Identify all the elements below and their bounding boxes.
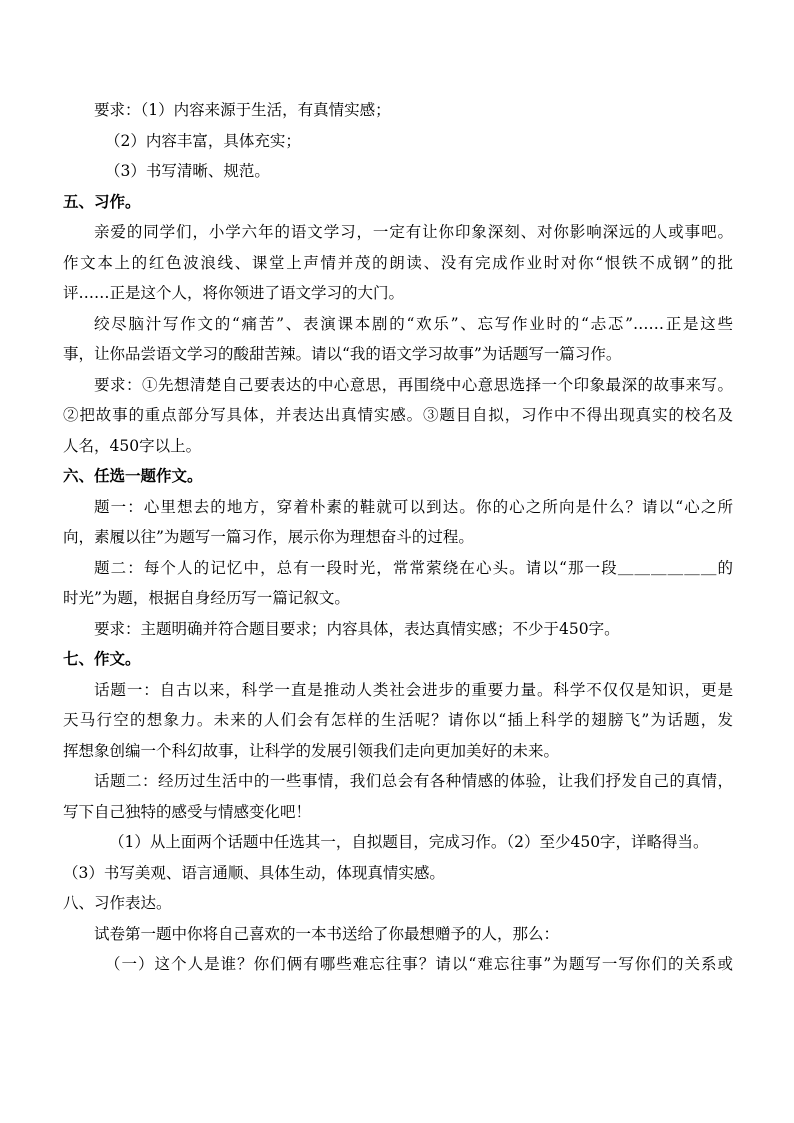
- paragraph-line: 绞尽脑汁写作文的“痛苦”、表演课本剧的“欢乐”、忘写作业时的“忐忑”……正是这些: [94, 314, 733, 333]
- paragraph-line: 试卷第一题中你将自己喜欢的一本书送给了你最想赠予的人，那么：: [94, 924, 560, 943]
- topic-line: 话题一：自古以来，科学一直是推动人类社会进步的重要力量。科学不仅仅是知识，更是: [94, 680, 733, 699]
- paragraph-line: （一）这个人是谁？你们俩有哪些难忘往事？请以“难忘往事”为题写一写你们的关系或: [105, 955, 733, 973]
- section-heading-6: 六、任选一题作文。: [63, 466, 203, 485]
- requirement-line: ②把故事的重点部分写具体，并表达出真情实感。③题目自拟，习作中不得出现真实的校名及: [63, 406, 733, 424]
- topic-line: 题二：每个人的记忆中，总有一段时光，常常萦绕在心头。请以“那一段＿＿＿＿＿＿的: [94, 558, 733, 577]
- section-heading-8: 八、习作表达。: [63, 894, 172, 912]
- requirement-line-1: 要求：（1）内容来源于生活，有真情实感；: [94, 101, 391, 119]
- requirement-line: 要求：①先想清楚自己要表达的中心意思，再围绕中心意思选择一个印象最深的故事来写。: [94, 375, 733, 394]
- topic-line: 题一：心里想去的地方，穿着朴素的鞋就可以到达。你的心之所向是什么？请以“心之所: [94, 497, 733, 516]
- topic-line: 时光”为题，根据自身经历写一篇记叙文。: [63, 589, 350, 607]
- section-heading-5: 五、习作。: [63, 191, 141, 211]
- topic-line: 挥想象创编一个科幻故事，让科学的发展引领我们走向更加美好的未来。: [63, 741, 560, 760]
- paragraph-line: 事，让你品尝语文学习的酸甜苦辣。请以“我的语文学习故事”为话题写一篇习作。: [63, 345, 622, 363]
- requirement-line: （3）书写美观、语言通顺、具体生动，体现真情实感。: [63, 863, 445, 882]
- topic-line: 写下自己独特的感受与情感变化吧！: [63, 802, 312, 821]
- topic-line: 天马行空的想象力。未来的人们会有怎样的生活呢？请你以“插上科学的翅膀飞”为话题，发: [63, 711, 733, 729]
- topic-line: 话题二：经历过生活中的一些事情，我们总会有各种情感的体验，让我们抒发自己的真情，: [94, 772, 733, 790]
- document-page: [63, 95, 733, 980]
- section-heading-7: 七、作文。: [63, 649, 141, 668]
- requirement-line-2: （2）内容丰富，具体充实；: [105, 131, 301, 150]
- topic-line: 向，素履以往”为题写一篇习作，展示你为理想奋斗的过程。: [63, 528, 474, 546]
- requirement-line-3: （3）书写清晰、规范。: [105, 162, 270, 180]
- paragraph-line: 亲爱的同学们，小学六年的语文学习，一定有让你印象深刻、对你影响深远的人或事吧。: [94, 223, 733, 241]
- requirement-line: 人名，450字以上。: [63, 436, 202, 455]
- requirement-line: （1）从上面两个话题中任选其一，自拟题目，完成习作。（2）至少450字，详略得当。: [109, 833, 709, 851]
- paragraph-line: 评……正是这个人，将你领进了语文学习的大门。: [63, 284, 405, 302]
- paragraph-line: 作文本上的红色波浪线、课堂上声情并茂的朗读、没有完成作业时对你“恨铁不成钢”的批: [63, 253, 733, 272]
- requirement-line: 要求：主题明确并符合题目要求；内容具体，表达真情实感；不少于450字。: [94, 619, 620, 638]
